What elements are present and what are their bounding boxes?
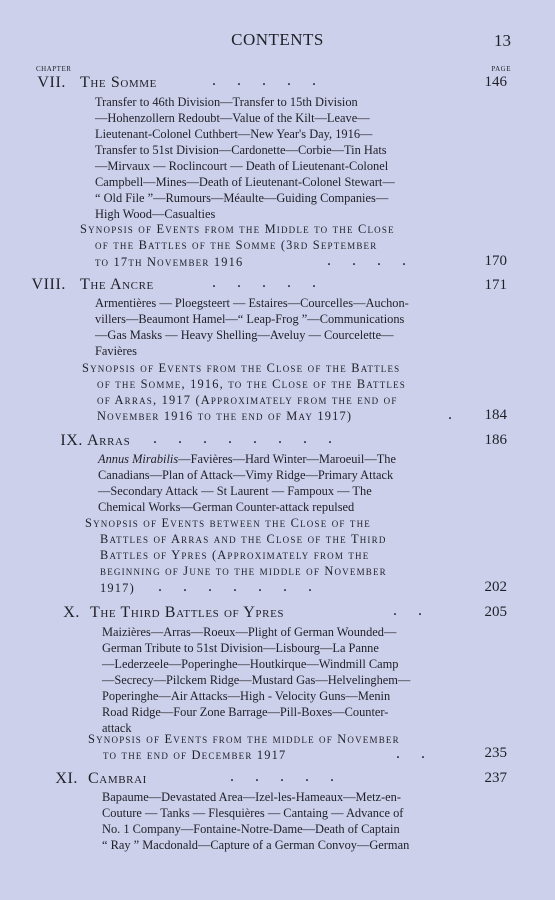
synopsis-line: Battles of Arras and the Close of the Third — [100, 532, 387, 546]
summary-line: —Mirvaux — Roclincourt — Death of Lieutenant-Colonel — [95, 159, 389, 173]
summary-line: Transfer to 46th Division—Transfer to 15th Division — [95, 95, 358, 109]
leader-dots: ........ — [153, 430, 353, 447]
summary-line: High Wood—Casualties — [95, 207, 216, 221]
summary-line: villers—Beaumont Hamel—“ Leap-Frog ”—Communications — [95, 312, 405, 326]
summary-line: Road Ridge—Four Zone Barrage—Pill-Boxes—Counter- — [102, 705, 389, 719]
summary-line: Chemical Works—German Counter-attack repulsed — [98, 500, 355, 514]
synopsis-line: Synopsis of Events from the Close of the Battles — [82, 361, 401, 375]
summary-line: No. 1 Company—Fontaine-Notre-Dame—Death of Captain — [102, 822, 400, 836]
summary-line: attack — [102, 721, 132, 735]
chapter-page: 171 — [484, 277, 507, 293]
chapter-title: Arras — [87, 432, 131, 449]
chapter-title: The Somme — [80, 74, 157, 91]
synopsis-line: Synopsis of Events between the Close of the — [85, 516, 372, 530]
synopsis-line: Synopsis of Events from the Middle to the Close — [80, 222, 395, 236]
synopsis-line: November 1916 to the end of May 1917) — [97, 409, 353, 423]
chapter-column-header: CHAPTER — [36, 65, 72, 73]
summary-line: Canadians—Plan of Attack—Vimy Ridge—Primary Attack — [98, 468, 394, 482]
summary-line: —Gas Masks — Heavy Shelling—Aveluy — Courcelette— — [95, 328, 394, 342]
synopsis-page: 184 — [484, 407, 507, 423]
summary-line: —Secondary Attack — St Laurent — Fampoux — The — [98, 484, 372, 498]
leader-dots: ....... — [158, 578, 333, 595]
summary-line: Maizières—Arras—Roeux—Plight of German Wounded— — [102, 625, 397, 639]
chapter-title: The Third Battles of Ypres — [90, 604, 285, 621]
leader-dots: ..... — [230, 768, 355, 785]
chapter-numeral: X. — [63, 604, 80, 621]
synopsis-page: 170 — [484, 253, 507, 269]
chapter-page: 237 — [484, 770, 507, 786]
summary-line: Annus Mirabilis—Favières—Hard Winter—Maroeuil—The — [98, 452, 396, 466]
synopsis-line: Synopsis of Events from the middle of November — [88, 732, 400, 746]
summary-line: —Secrecy—Pilckem Ridge—Mustard Gas—Helvelinghem— — [102, 673, 411, 687]
chapter-page: 186 — [484, 432, 507, 448]
chapter-numeral: XI. — [55, 770, 78, 787]
synopsis-line: of Arras, 1917 (Approximately from the end of — [97, 393, 398, 407]
synopsis-line: beginning of June to the middle of November — [100, 564, 387, 578]
synopsis-line: to the end of December 1917 — [103, 748, 287, 762]
page-number: 13 — [494, 31, 511, 50]
synopsis-line: to 17th November 1916 — [95, 255, 244, 269]
summary-line: “ Old File ”—Rumours—Méaulte—Guiding Companies— — [95, 191, 389, 205]
leader-dots: .. — [393, 602, 443, 619]
summary-line: Couture — Tanks — Flesquières — Cantaing — Advance of — [102, 806, 404, 820]
leader-dots: ..... — [212, 72, 337, 89]
chapter-page: 146 — [484, 74, 507, 90]
summary-line: —Hohenzollern Redoubt—Value of the Kilt—Leave— — [95, 111, 370, 125]
summary-line: —Lederzeele—Poperinghe—Houtkirque—Windmill Camp — [102, 657, 399, 671]
summary-line: Transfer to 51st Division—Cardonette—Corbie—Tin Hats — [95, 143, 387, 157]
page-title: CONTENTS — [231, 30, 324, 49]
synopsis-line: of the Somme, 1916, to the Close of the Battles — [97, 377, 407, 391]
synopsis-page: 235 — [484, 745, 507, 761]
chapter-title: The Ancre — [80, 276, 154, 293]
synopsis-line: 1917) — [100, 581, 135, 595]
summary-line: Campbell—Mines—Death of Lieutenant-Colonel Stewart— — [95, 175, 395, 189]
synopsis-line: Battles of Ypres (Approximately from the — [100, 548, 370, 562]
synopsis-page: 202 — [484, 579, 507, 595]
page-column-header: PAGE — [491, 65, 511, 73]
summary-line: Bapaume—Devastated Area—Izel-les-Hameaux—Metz-en- — [102, 790, 401, 804]
summary-line: Favières — [95, 344, 137, 358]
summary-line: “ Ray ” Macdonald—Capture of a German Convoy—German — [102, 838, 410, 852]
chapter-page: 205 — [484, 604, 507, 620]
summary-line: German Tribute to 51st Division—Lisbourg—La Panne — [102, 641, 379, 655]
leader-dots: ..... — [212, 274, 337, 291]
chapter-numeral: VII. — [37, 74, 66, 91]
leader-dots: .... — [327, 252, 427, 269]
leader-dots: .. — [396, 745, 446, 762]
summary-line: Poperinghe—Air Attacks—High - Velocity Guns—Menin — [102, 689, 391, 703]
leader-dots: . — [448, 406, 473, 423]
chapter-numeral: IX. — [60, 432, 83, 449]
summary-line: Lieutenant-Colonel Cuthbert—New Year's Day, 1916— — [95, 127, 373, 141]
chapter-title: Cambrai — [88, 770, 147, 787]
summary-line: Armentières — Ploegsteert — Estaires—Courcelles—Auchon- — [95, 296, 409, 310]
chapter-numeral: VIII. — [31, 276, 66, 293]
synopsis-line: of the Battles of the Somme (3rd September — [95, 238, 378, 252]
